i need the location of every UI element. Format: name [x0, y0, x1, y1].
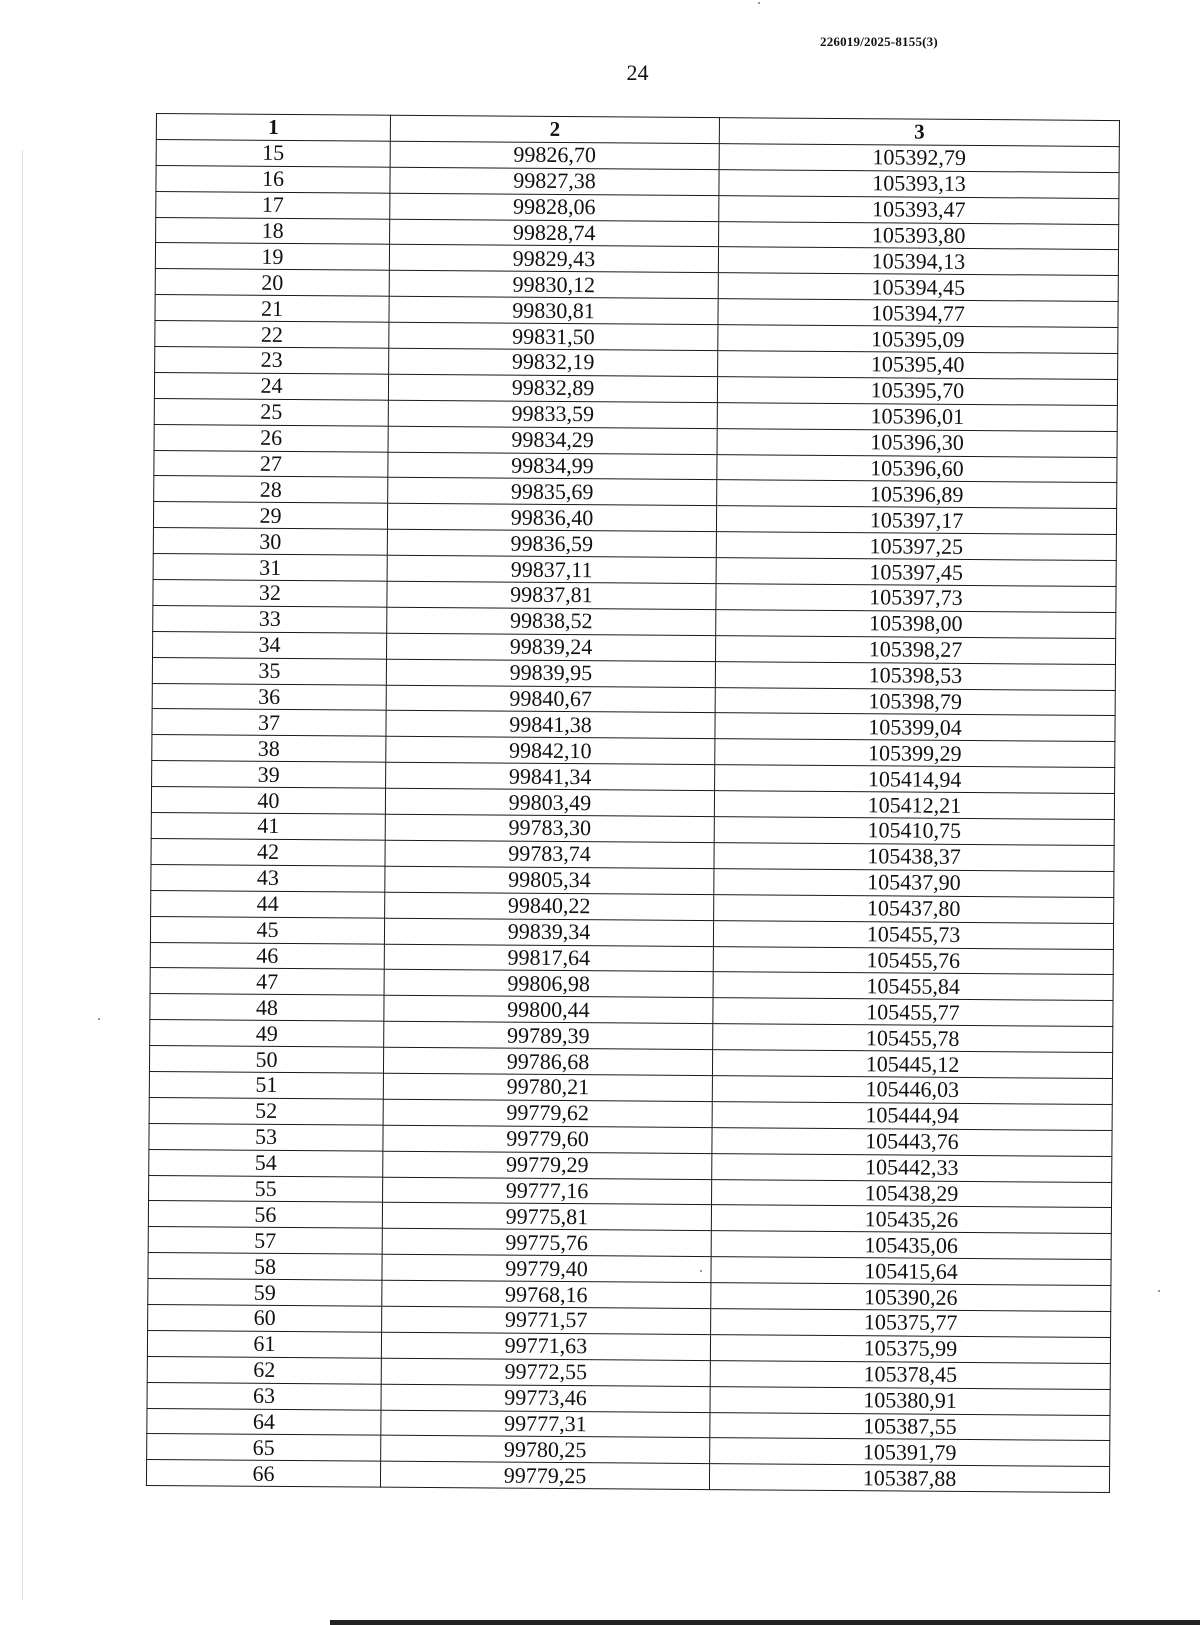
document-code: 226019/2025-8155(3) — [820, 34, 938, 49]
point-number-cell: 43 — [151, 864, 385, 892]
y-coordinate-cell: 105455,77 — [713, 998, 1113, 1027]
point-number-cell: 25 — [154, 398, 388, 426]
x-coordinate-cell: 99786,68 — [383, 1047, 712, 1075]
y-coordinate-cell: 105395,40 — [718, 351, 1118, 380]
y-coordinate-cell: 105398,27 — [715, 635, 1115, 664]
point-number-cell: 21 — [155, 295, 389, 323]
x-coordinate-cell: 99830,81 — [389, 296, 718, 324]
y-coordinate-cell: 105397,73 — [716, 584, 1116, 613]
y-coordinate-cell: 105445,12 — [712, 1050, 1112, 1079]
point-number-cell: 31 — [153, 554, 387, 582]
y-coordinate-cell: 105398,53 — [715, 661, 1115, 690]
y-coordinate-cell: 105397,17 — [716, 506, 1116, 535]
point-number-cell: 15 — [156, 139, 390, 167]
x-coordinate-cell: 99783,30 — [385, 814, 714, 842]
point-number-cell: 18 — [156, 217, 390, 245]
y-coordinate-cell: 105437,80 — [714, 894, 1114, 923]
y-coordinate-cell: 105387,88 — [709, 1464, 1109, 1493]
y-coordinate-cell: 105378,45 — [710, 1360, 1110, 1389]
x-coordinate-cell: 99828,74 — [390, 219, 719, 247]
point-number-cell: 47 — [150, 968, 384, 996]
x-coordinate-cell: 99834,29 — [388, 426, 717, 454]
point-number-cell: 30 — [153, 528, 387, 556]
point-number-cell: 63 — [147, 1382, 381, 1410]
x-coordinate-cell: 99832,19 — [389, 348, 718, 376]
column-header: 1 — [156, 114, 390, 142]
point-number-cell: 39 — [152, 761, 386, 789]
y-coordinate-cell: 105455,73 — [713, 920, 1113, 949]
x-coordinate-cell: 99777,16 — [383, 1177, 712, 1205]
point-number-cell: 60 — [148, 1304, 382, 1332]
point-number-cell: 58 — [148, 1253, 382, 1281]
point-number-cell: 52 — [149, 1097, 383, 1125]
y-coordinate-cell: 105393,13 — [719, 169, 1119, 198]
y-coordinate-cell: 105395,09 — [718, 325, 1118, 354]
y-coordinate-cell: 105380,91 — [710, 1386, 1110, 1415]
y-coordinate-cell: 105438,37 — [714, 843, 1114, 872]
x-coordinate-cell: 99780,21 — [383, 1073, 712, 1101]
point-number-cell: 49 — [150, 1020, 384, 1048]
scan-speck — [1158, 1290, 1160, 1292]
x-coordinate-cell: 99779,40 — [382, 1254, 711, 1282]
y-coordinate-cell: 105397,25 — [716, 532, 1116, 561]
y-coordinate-cell: 105443,76 — [712, 1127, 1112, 1156]
x-coordinate-cell: 99839,95 — [386, 659, 715, 687]
point-number-cell: 48 — [150, 994, 384, 1022]
y-coordinate-cell: 105435,06 — [711, 1231, 1111, 1260]
x-coordinate-cell: 99830,12 — [389, 271, 718, 299]
y-coordinate-cell: 105412,21 — [714, 791, 1114, 820]
x-coordinate-cell: 99772,55 — [381, 1358, 710, 1386]
point-number-cell: 41 — [151, 813, 385, 841]
x-coordinate-cell: 99841,38 — [386, 711, 715, 739]
point-number-cell: 46 — [150, 942, 384, 970]
x-coordinate-cell: 99836,40 — [387, 504, 716, 532]
y-coordinate-cell: 105399,29 — [715, 739, 1115, 768]
x-coordinate-cell: 99783,74 — [385, 840, 714, 868]
point-number-cell: 35 — [152, 657, 386, 685]
x-coordinate-cell: 99835,69 — [388, 478, 717, 506]
y-coordinate-cell: 105392,79 — [719, 144, 1119, 173]
point-number-cell: 54 — [149, 1149, 383, 1177]
x-coordinate-cell: 99780,25 — [381, 1436, 710, 1464]
x-coordinate-cell: 99826,70 — [390, 141, 719, 169]
point-number-cell: 42 — [151, 838, 385, 866]
y-coordinate-cell: 105455,84 — [713, 972, 1113, 1001]
y-coordinate-cell: 105435,26 — [711, 1205, 1111, 1234]
point-number-cell: 59 — [148, 1279, 382, 1307]
y-coordinate-cell: 105395,70 — [717, 377, 1117, 406]
point-number-cell: 32 — [153, 580, 387, 608]
x-coordinate-cell: 99779,25 — [380, 1461, 709, 1489]
table-body — [146, 139, 1119, 1492]
x-coordinate-cell: 99832,89 — [388, 374, 717, 402]
point-number-cell: 50 — [149, 1046, 383, 1074]
y-coordinate-cell: 105442,33 — [712, 1153, 1112, 1182]
y-coordinate-cell: 105396,01 — [717, 402, 1117, 431]
x-coordinate-cell: 99842,10 — [386, 737, 715, 765]
column-header: 2 — [390, 115, 719, 143]
point-number-cell: 38 — [152, 735, 386, 763]
x-coordinate-cell: 99777,31 — [381, 1410, 710, 1438]
y-coordinate-cell: 105410,75 — [714, 817, 1114, 846]
x-coordinate-cell: 99840,67 — [386, 685, 715, 713]
point-number-cell: 36 — [152, 683, 386, 711]
x-coordinate-cell: 99840,22 — [385, 892, 714, 920]
point-number-cell: 24 — [154, 372, 388, 400]
y-coordinate-cell: 105396,89 — [717, 480, 1117, 509]
x-coordinate-cell: 99775,81 — [382, 1203, 711, 1231]
y-coordinate-cell: 105394,45 — [718, 273, 1118, 302]
point-number-cell: 37 — [152, 709, 386, 737]
x-coordinate-cell: 99789,39 — [384, 1021, 713, 1049]
y-coordinate-cell: 105390,26 — [711, 1283, 1111, 1312]
scan-speck — [98, 1018, 100, 1020]
x-coordinate-cell: 99834,99 — [388, 452, 717, 480]
y-coordinate-cell: 105397,45 — [716, 558, 1116, 587]
x-coordinate-cell: 99773,46 — [381, 1384, 710, 1412]
point-number-cell: 34 — [153, 631, 387, 659]
y-coordinate-cell: 105438,29 — [712, 1179, 1112, 1208]
x-coordinate-cell: 99817,64 — [384, 944, 713, 972]
x-coordinate-cell: 99837,81 — [387, 581, 716, 609]
x-coordinate-cell: 99800,44 — [384, 995, 713, 1023]
scan-bottom-edge — [330, 1620, 1200, 1625]
y-coordinate-cell: 105455,78 — [713, 1024, 1113, 1053]
column-header: 3 — [719, 118, 1119, 147]
x-coordinate-cell: 99839,24 — [387, 633, 716, 661]
x-coordinate-cell: 99838,52 — [387, 607, 716, 635]
y-coordinate-cell: 105375,77 — [711, 1309, 1111, 1338]
point-number-cell: 19 — [155, 243, 389, 271]
point-number-cell: 17 — [156, 191, 390, 219]
point-number-cell: 23 — [155, 347, 389, 375]
point-number-cell: 51 — [149, 1071, 383, 1099]
x-coordinate-cell: 99779,60 — [383, 1125, 712, 1153]
scan-edge-line — [22, 150, 23, 1600]
x-coordinate-cell: 99828,06 — [390, 193, 719, 221]
point-number-cell: 57 — [148, 1227, 382, 1255]
y-coordinate-cell: 105455,76 — [713, 946, 1113, 975]
x-coordinate-cell: 99827,38 — [390, 167, 719, 195]
y-coordinate-cell: 105394,77 — [718, 299, 1118, 328]
point-number-cell: 65 — [147, 1434, 381, 1462]
y-coordinate-cell: 105444,94 — [712, 1101, 1112, 1130]
x-coordinate-cell: 99803,49 — [385, 788, 714, 816]
point-number-cell: 33 — [153, 605, 387, 633]
x-coordinate-cell: 99836,59 — [387, 529, 716, 557]
x-coordinate-cell: 99831,50 — [389, 322, 718, 350]
y-coordinate-cell: 105437,90 — [714, 868, 1114, 897]
point-number-cell: 62 — [147, 1356, 381, 1384]
coordinates-table — [146, 113, 1120, 1493]
y-coordinate-cell: 105394,13 — [718, 247, 1118, 276]
point-number-cell: 45 — [150, 916, 384, 944]
x-coordinate-cell: 99806,98 — [384, 970, 713, 998]
x-coordinate-cell: 99771,57 — [382, 1306, 711, 1334]
y-coordinate-cell: 105393,80 — [719, 221, 1119, 250]
y-coordinate-cell: 105393,47 — [719, 195, 1119, 224]
y-coordinate-cell: 105398,79 — [715, 687, 1115, 716]
x-coordinate-cell: 99841,34 — [386, 762, 715, 790]
point-number-cell: 40 — [151, 787, 385, 815]
x-coordinate-cell: 99837,11 — [387, 555, 716, 583]
page-number: 24 — [626, 60, 649, 85]
point-number-cell: 53 — [149, 1123, 383, 1151]
x-coordinate-cell: 99779,29 — [383, 1151, 712, 1179]
y-coordinate-cell: 105396,60 — [717, 454, 1117, 483]
y-coordinate-cell: 105387,55 — [710, 1412, 1110, 1441]
y-coordinate-cell: 105399,04 — [715, 713, 1115, 742]
point-number-cell: 27 — [154, 450, 388, 478]
point-number-cell: 16 — [156, 165, 390, 193]
point-number-cell: 44 — [151, 890, 385, 918]
x-coordinate-cell: 99805,34 — [385, 866, 714, 894]
x-coordinate-cell: 99775,76 — [382, 1228, 711, 1256]
x-coordinate-cell: 99829,43 — [389, 245, 718, 273]
x-coordinate-cell: 99768,16 — [382, 1280, 711, 1308]
point-number-cell: 61 — [147, 1330, 381, 1358]
y-coordinate-cell: 105396,30 — [717, 428, 1117, 457]
x-coordinate-cell: 99839,34 — [384, 918, 713, 946]
point-number-cell: 66 — [146, 1460, 380, 1488]
y-coordinate-cell: 105446,03 — [712, 1076, 1112, 1105]
scan-speck — [758, 2, 760, 4]
point-number-cell: 26 — [154, 424, 388, 452]
point-number-cell: 29 — [153, 502, 387, 530]
point-number-cell: 20 — [155, 269, 389, 297]
y-coordinate-cell: 105375,99 — [710, 1334, 1110, 1363]
y-coordinate-cell: 105415,64 — [711, 1257, 1111, 1286]
x-coordinate-cell: 99779,62 — [383, 1099, 712, 1127]
y-coordinate-cell: 105414,94 — [715, 765, 1115, 794]
x-coordinate-cell: 99833,59 — [388, 400, 717, 428]
point-number-cell: 22 — [155, 321, 389, 349]
x-coordinate-cell: 99771,63 — [381, 1332, 710, 1360]
point-number-cell: 28 — [154, 476, 388, 504]
point-number-cell: 64 — [147, 1408, 381, 1436]
y-coordinate-cell: 105398,00 — [716, 610, 1116, 639]
point-number-cell: 56 — [148, 1201, 382, 1229]
point-number-cell: 55 — [149, 1175, 383, 1203]
y-coordinate-cell: 105391,79 — [710, 1438, 1110, 1467]
